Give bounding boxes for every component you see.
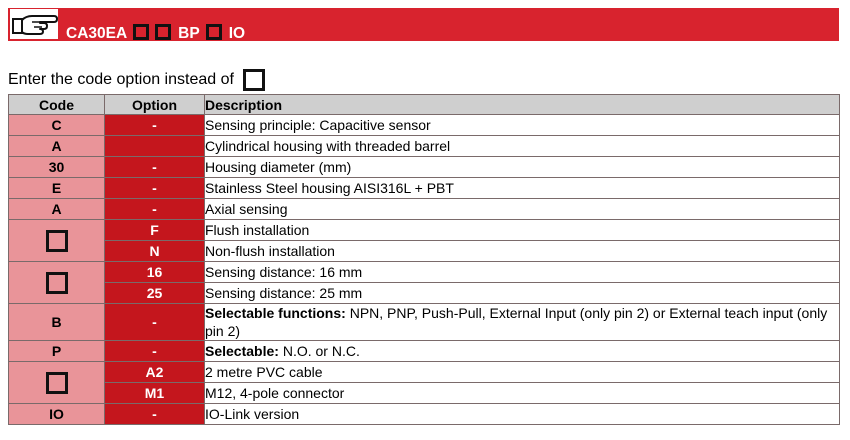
description-cell: Cylindrical housing with threaded barrel	[205, 136, 840, 157]
description-text: N.O. or N.C.	[278, 343, 360, 359]
table-row	[9, 304, 840, 341]
code-placeholder-box	[206, 24, 222, 40]
header-description: Description	[205, 95, 840, 115]
option-cell: A2	[105, 362, 205, 383]
instruction-text: Enter the code option instead of	[8, 71, 234, 88]
table-row	[9, 341, 840, 362]
option-cell: -	[105, 178, 205, 199]
option-cell: N	[105, 241, 205, 262]
table-row	[9, 404, 840, 425]
description-cell: Flush installation	[205, 220, 840, 241]
table-row	[9, 178, 840, 199]
description-cell: Sensing distance: 25 mm	[205, 283, 840, 304]
placeholder-box-icon	[46, 230, 68, 252]
option-cell: 16	[105, 262, 205, 283]
description-cell: Stainless Steel housing AISI316L + PBT	[205, 178, 840, 199]
option-cell	[105, 136, 205, 157]
pointing-hand-icon	[10, 9, 58, 39]
table-row	[9, 262, 840, 283]
description-cell: Housing diameter (mm)	[205, 157, 840, 178]
description-cell: Axial sensing	[205, 199, 840, 220]
option-cell: 25	[105, 283, 205, 304]
table-row	[9, 241, 840, 262]
description-cell: 2 metre PVC cable	[205, 362, 840, 383]
placeholder-box-icon	[243, 69, 265, 91]
option-cell: -	[105, 115, 205, 136]
table-row	[9, 383, 840, 404]
description-cell: Sensing distance: 16 mm	[205, 262, 840, 283]
table-row	[9, 115, 840, 136]
table-header-row	[9, 95, 840, 115]
code-cell: B	[9, 304, 105, 341]
code-cell: C	[9, 115, 105, 136]
description-bold: Selectable:	[205, 343, 279, 359]
instruction-line	[8, 67, 265, 89]
code-cell: IO	[9, 404, 105, 425]
table-row	[9, 199, 840, 220]
option-cell: -	[105, 157, 205, 178]
code-cell: E	[9, 178, 105, 199]
description-cell: Sensing principle: Capacitive sensor	[205, 115, 840, 136]
description-cell: IO-Link version	[205, 404, 840, 425]
code-cell: 30	[9, 157, 105, 178]
table-row	[9, 136, 840, 157]
product-code-title	[66, 17, 245, 41]
code-mid: BP	[178, 25, 200, 42]
option-cell: F	[105, 220, 205, 241]
description-bold: Selectable functions:	[205, 305, 346, 321]
header-banner	[8, 8, 839, 41]
option-cell: -	[105, 404, 205, 425]
code-placeholder-box	[133, 24, 149, 40]
code-cell-placeholder	[9, 262, 105, 304]
description-cell	[205, 341, 840, 362]
code-prefix: CA30EA	[66, 25, 128, 42]
code-cell: A	[9, 199, 105, 220]
code-suffix: IO	[228, 25, 246, 42]
header-option: Option	[105, 95, 205, 115]
header-code: Code	[9, 95, 105, 115]
code-placeholder-box	[155, 24, 171, 40]
table-row	[9, 362, 840, 383]
table-row	[9, 220, 840, 241]
code-cell: A	[9, 136, 105, 157]
option-cell: -	[105, 304, 205, 341]
description-cell	[205, 304, 840, 341]
description-text: NPN, PNP, Push-Pull, External Input (only pin 2) or External teach input (only pin 2)	[205, 305, 828, 339]
placeholder-box-icon	[46, 372, 68, 394]
placeholder-box-icon	[46, 272, 68, 294]
option-cell: -	[105, 199, 205, 220]
table-row	[9, 157, 840, 178]
description-cell: M12, 4-pole connector	[205, 383, 840, 404]
description-cell: Non-flush installation	[205, 241, 840, 262]
code-cell-placeholder	[9, 362, 105, 404]
option-table	[8, 94, 840, 425]
code-cell: P	[9, 341, 105, 362]
option-cell: -	[105, 341, 205, 362]
code-cell-placeholder	[9, 220, 105, 262]
option-cell: M1	[105, 383, 205, 404]
table-row	[9, 283, 840, 304]
